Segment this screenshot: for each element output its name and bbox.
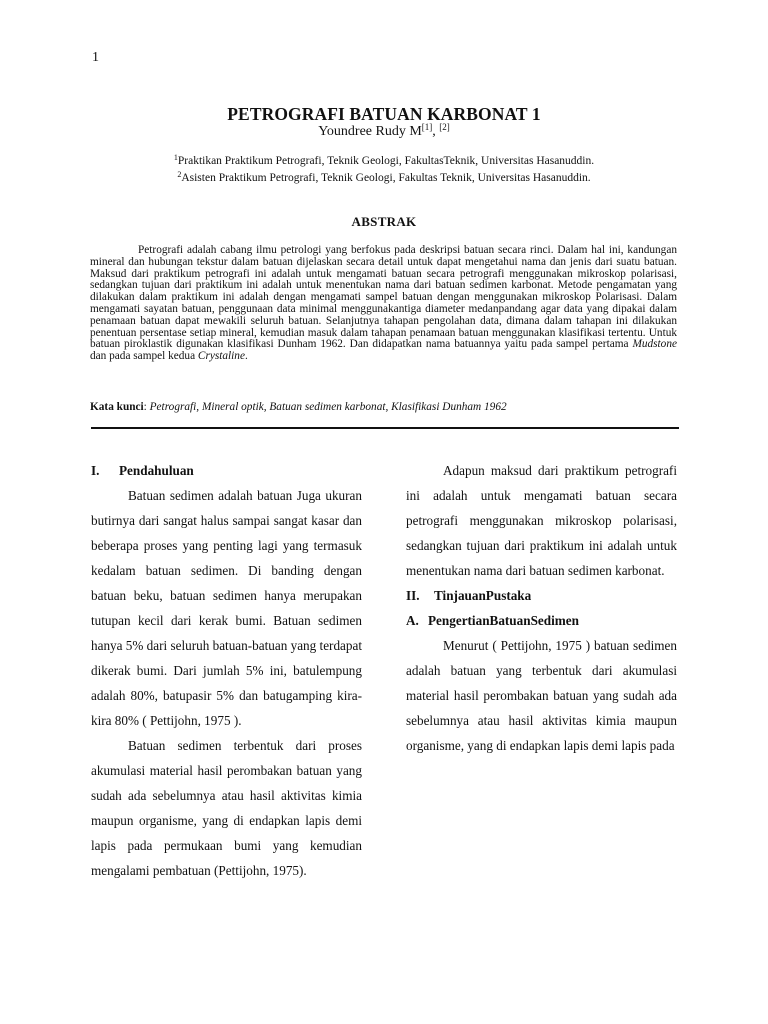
abstract-heading: ABSTRAK bbox=[351, 214, 417, 229]
section-2-heading bbox=[406, 583, 677, 608]
affiliation-1-mark: 1 bbox=[173, 153, 178, 162]
section-1-paragraph-3: Adapun maksud dari praktikum petrografi ini adalah untuk mengamati batuan secara petrografi menggunakan mikroskop polarisasi, sedangkan tujuan dari praktikum ini adalah untuk menentukan nama dari batuan sedimen karbonat. bbox=[406, 463, 677, 578]
affiliation-1-text: Praktikan Praktikum Petrografi, Teknik Geologi, FakultasTeknik, Universitas Hasanuddin. bbox=[177, 155, 595, 167]
abstract-text-main: Petrografi adalah cabang ilmu petrologi yang berfokus pada deskripsi batuan secara rinci. Dalam hal ini, kandungan mineral dan hubungan tekstur dalam batuan dijelaskan secara detail untuk dapat mengetahui nama dan jenis dari suatu batuan. Maksud dari praktikum petrografi ini adalah untuk mengamati batuan secara petrografi menggunakan mikroskop polarisasi, sedangkan tujuan dari praktikum ini adalah untuk menentukan nama dari batuan sedimen karbonat. Metode pengamatan yang dilakukan dalam praktikum ini adalah dengan mengamati sampel batuan dengan menggunakan mikroskop Polarisasi. Dalam mengamati sayatan batuan, penggunaan data minimal menggunakantiga diameter medanpandang agar data yang dipakai dalam penamaan batuan dapat mewakili seluruh batuan. Selanjutnya tahapan pengolahan data, dimana dalam tahapan ini dilakukan penentuan persentase setiap mineral, kemudian masuk dalam tahapan penamaan batuan menggunakan klasifikasi tertentu. Untuk batuan piroklastik digunakan klasifikasi Dunham 1962. Dan didapatkan nama batuannya yaitu pada sampel pertama bbox=[90, 244, 677, 351]
author-line bbox=[0, 122, 768, 140]
affiliation-2 bbox=[0, 170, 768, 184]
author-ref-2: [2] bbox=[439, 122, 450, 132]
section-1-number: I. bbox=[91, 463, 100, 478]
right-column bbox=[406, 458, 677, 758]
paper-title: PETROGRAFI BATUAN KARBONAT 1 bbox=[227, 104, 541, 124]
section-2-title: TinjauanPustaka bbox=[434, 588, 532, 603]
subsection-a-title: PengertianBatuanSedimen bbox=[428, 613, 579, 628]
abstract-body bbox=[90, 245, 677, 363]
section-1-paragraph-2: Batuan sedimen terbentuk dari proses akumulasi material hasil perombakan batuan yang sudah ada sebelumnya atau hasil aktivitas kimia maupun organisme, yang di endapkan lapis demi lapis pada permukaan bumi yang kemudian mengalami pembatuan (Pettijohn, 1975). bbox=[91, 738, 362, 878]
section-1-paragraph-1: Batuan sedimen adalah batuan Juga ukuran butirnya dari sangat halus sampai sangat kasar dan beberapa proses yang penting lagi yang termasuk kedalam batuan sedimen. Di banding dengan batuan beku, batuan sedimen hanya merupakan tutupan kecil dari kerak bumi. Batuan sedimen hanya 5% dari seluruh batuan-batuan yang terdapat dikerak bumi. Dari jumlah 5% ini, batulempung adalah 80%, batupasir 5% dan batugamping kira- kira 80% ( Pettijohn, 1975 ). bbox=[91, 488, 362, 728]
abstract-paragraph bbox=[90, 245, 677, 363]
author-ref-separator: , bbox=[432, 124, 440, 139]
subsection-a-heading bbox=[406, 608, 677, 633]
section-divider bbox=[91, 427, 679, 429]
section-1-title: Pendahuluan bbox=[119, 463, 194, 478]
keywords-text: Petrografi, Mineral optik, Batuan sedimen karbonat, Klasifikasi Dunham 1962 bbox=[149, 401, 507, 413]
left-column bbox=[91, 458, 362, 883]
affiliation-2-text: Asisten Praktikum Petrografi, Teknik Geologi, Fakultas Teknik, Universitas Hasanuddin. bbox=[181, 172, 591, 184]
author-ref-1: [1] bbox=[421, 122, 433, 132]
subsection-a-number: A. bbox=[406, 613, 419, 628]
abstract-sample-1: Mudstone bbox=[632, 338, 677, 351]
page-number: 1 bbox=[92, 50, 99, 65]
author-name: Youndree Rudy M bbox=[318, 124, 422, 139]
section-2-paragraph-1: Menurut ( Pettijohn, 1975 ) batuan sedimen adalah batuan yang terbentuk dari akumulasi material hasil perombakan batuan yang sudah ada sebelumnya atau hasil aktivitas kimia maupun organisme, yang di endapkan lapis demi lapis pada bbox=[406, 638, 677, 753]
keywords-colon: : bbox=[143, 401, 150, 413]
section-1-heading bbox=[91, 458, 362, 483]
keywords bbox=[90, 401, 677, 413]
abstract-sample-2: Crystaline bbox=[197, 350, 245, 363]
keywords-label: Kata kunci bbox=[90, 401, 144, 413]
affiliation-2-mark: 2 bbox=[177, 170, 182, 179]
abstract-text-end: . bbox=[244, 350, 248, 363]
section-2-number: II. bbox=[406, 588, 420, 603]
abstract-text-between: dan pada sampel kedua bbox=[90, 350, 198, 363]
affiliation-1 bbox=[0, 153, 768, 167]
